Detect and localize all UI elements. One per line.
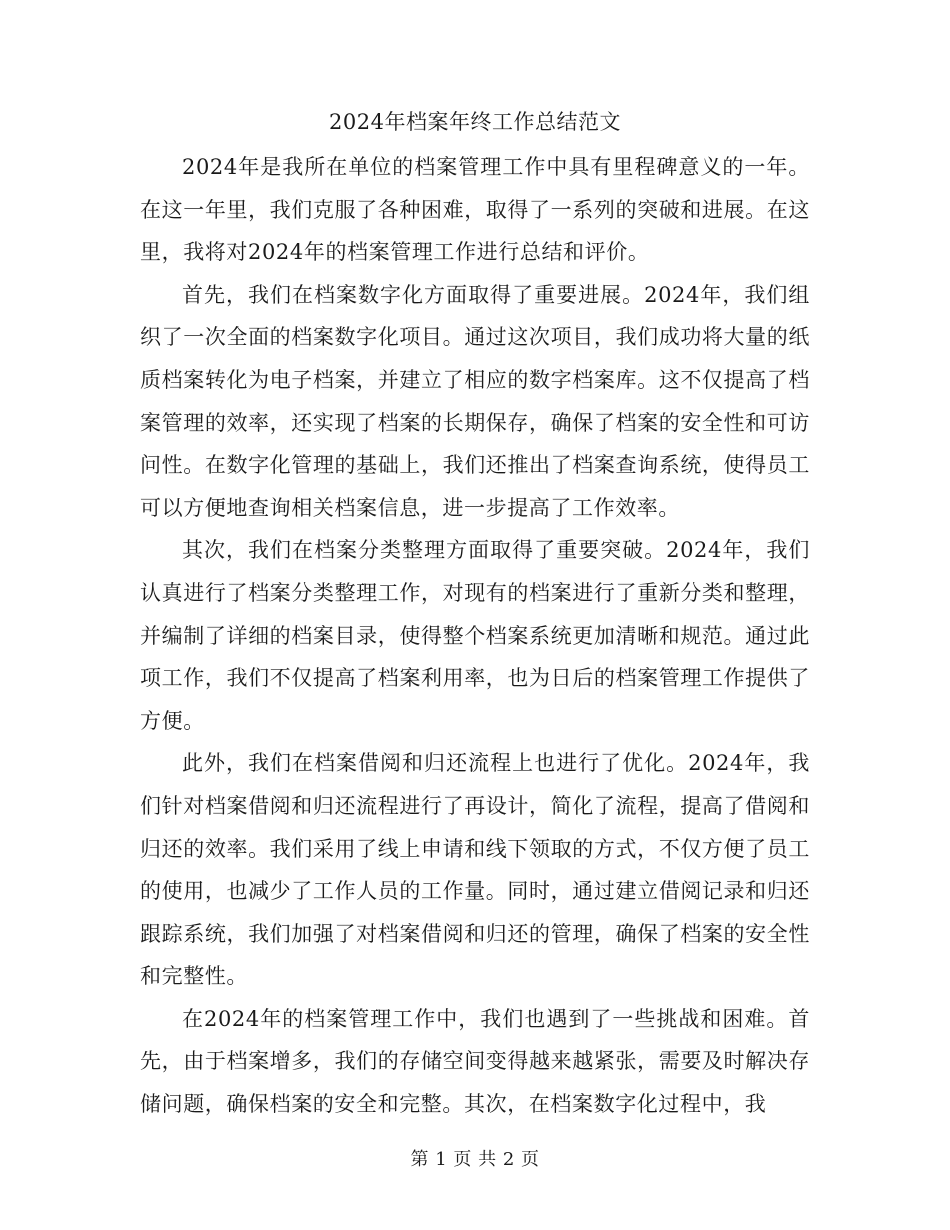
document-title: 2024年档案年终工作总结范文 — [329, 110, 621, 134]
paragraph: 在2024年的档案管理工作中，我们也遇到了一些挑战和困难。首先，由于档案增多，我们的存储空间变得越来越紧张，需要及时解决存储问题，确保档案的安全和完整。其次，在档案数字化过程中，我 — [140, 1006, 810, 1117]
paragraph: 2024年是我所在单位的档案管理工作中具有里程碑意义的一年。在这一年里，我们克服了各种困难，取得了一系列的突破和进展。在这里，我将对2024年的档案管理工作进行总结和评价。 — [140, 155, 810, 265]
document-body — [140, 146, 810, 1126]
paragraph: 首先，我们在档案数字化方面取得了重要进展。2024年，我们组织了一次全面的档案数字化项目。通过这次项目，我们成功将大量的纸质档案转化为电子档案，并建立了相应的数字档案库。这不仅提高了档案管理的效率，还实现了档案的长期保存，确保了档案的安全性和可访问性。在数字化管理的基础上，我们还推出了档案查询系统，使得员工可以方便地查询相关档案信息，进一步提高了工作效率。 — [140, 282, 810, 520]
paragraph: 其次，我们在档案分类整理方面取得了重要突破。2024年，我们认真进行了档案分类整理工作，对现有的档案进行了重新分类和整理，并编制了详细的档案目录，使得整个档案系统更加清晰和规范。通过此项工作，我们不仅提高了档案利用率，也为日后的档案管理工作提供了方便。 — [140, 538, 810, 733]
paragraph: 此外，我们在档案借阅和归还流程上也进行了优化。2024年，我们针对档案借阅和归还流程进行了再设计，简化了流程，提高了借阅和归还的效率。我们采用了线上申请和线下领取的方式，不仅方便了员工的使用，也减少了工作人员的工作量。同时，通过建立借阅记录和归还跟踪系统，我们加强了对档案借阅和归还的管理，确保了档案的安全性和完整性。 — [140, 751, 810, 989]
page-number-footer: 第 1 页 共 2 页 — [410, 1149, 540, 1170]
